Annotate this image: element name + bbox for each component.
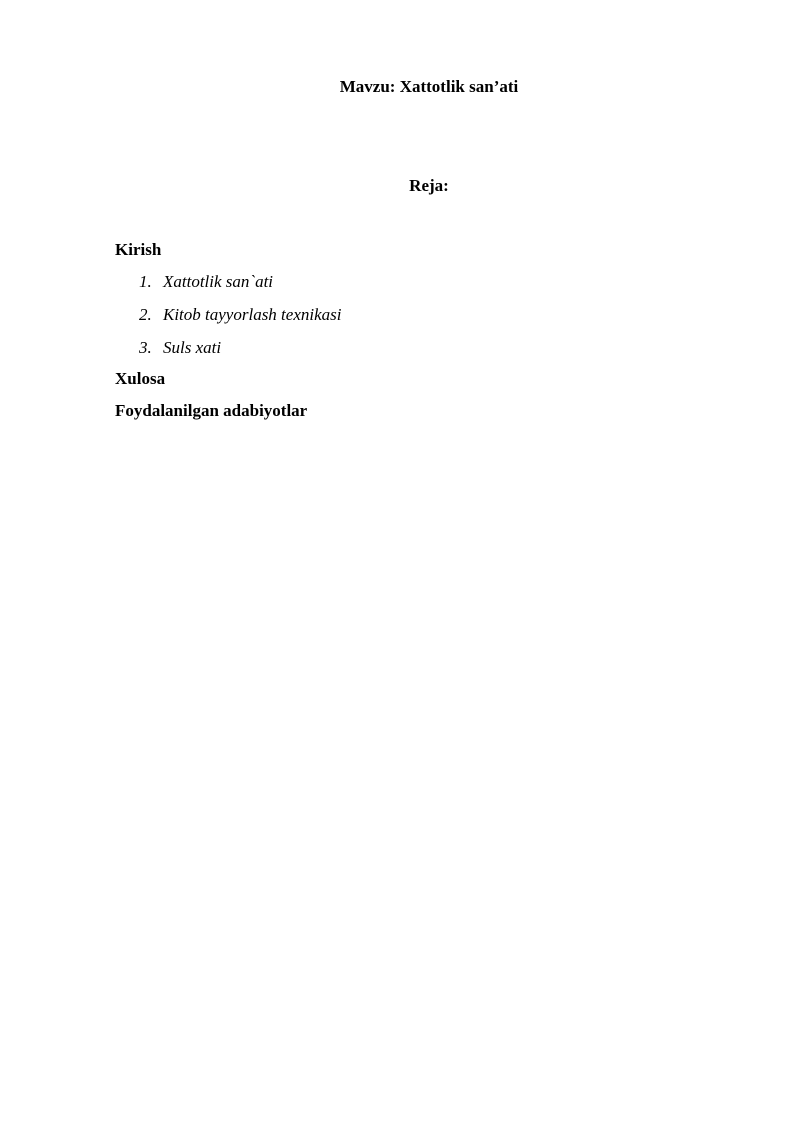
list-item [115, 271, 715, 293]
list-item-number: 3. [139, 338, 152, 357]
list-item-number: 2. [139, 305, 152, 324]
topic-title: Mavzu: Xattotlik san’ati [339, 77, 519, 96]
references-heading: Foydalanilgan adabiyotlar [115, 401, 308, 420]
list-item [115, 337, 715, 359]
plan-numbered-list [115, 271, 715, 359]
plan-outline [115, 239, 715, 422]
plan-heading: Reja: [409, 176, 449, 195]
list-item-text: Xattotlik san`ati [163, 272, 274, 291]
conclusion-heading: Xulosa [115, 369, 166, 388]
intro-heading: Kirish [115, 240, 162, 259]
list-item-text: Suls xati [163, 338, 222, 357]
list-item [115, 304, 715, 326]
list-item-number: 1. [139, 272, 152, 291]
list-item-text: Kitob tayyorlash texnikasi [163, 305, 342, 324]
